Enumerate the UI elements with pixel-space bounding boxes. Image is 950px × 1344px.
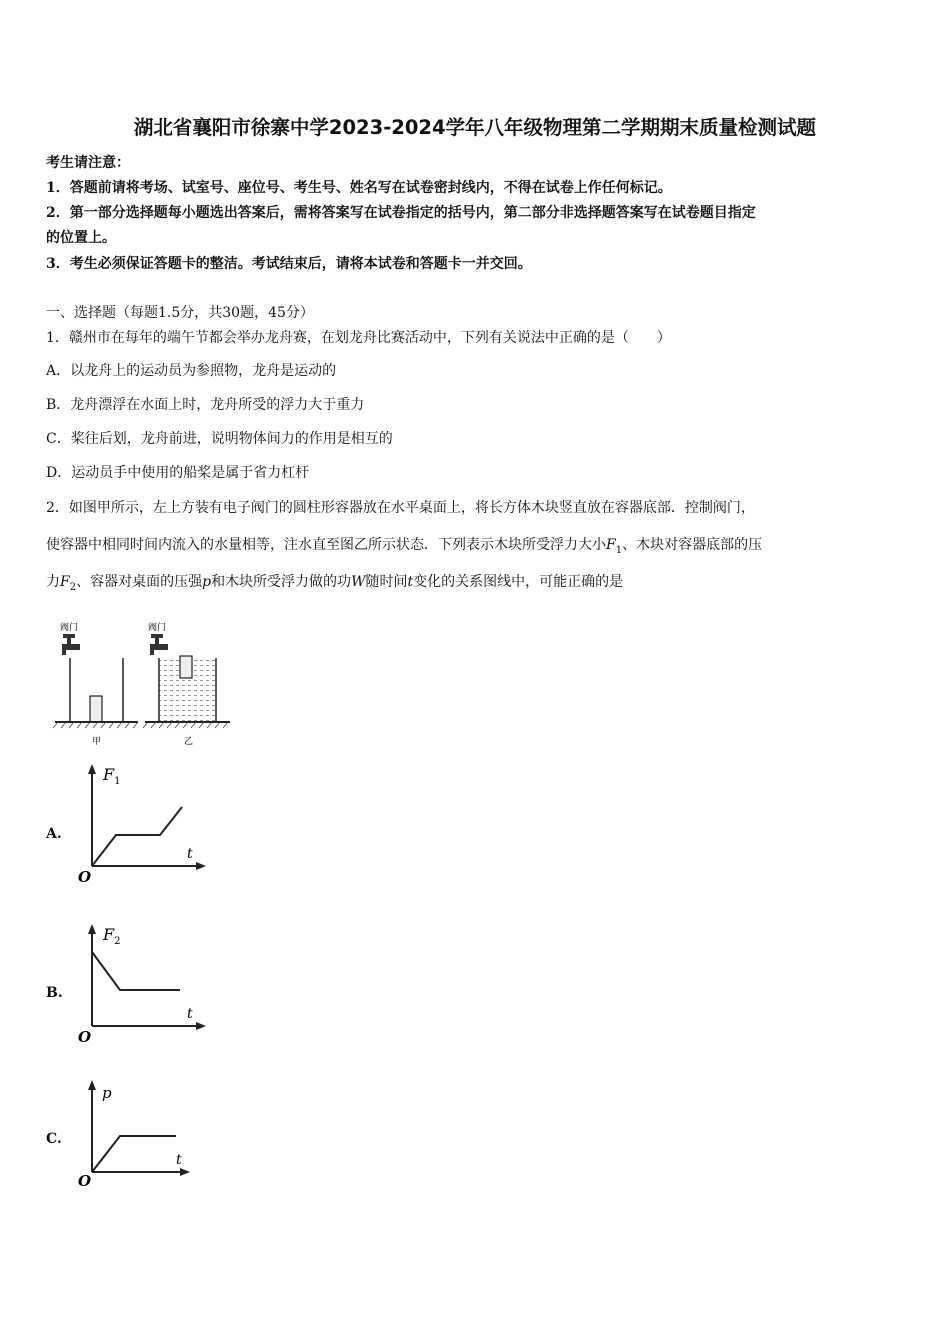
graph-b-curve (92, 952, 180, 990)
notice-item-2-cont: 的位置上。 (46, 230, 116, 246)
notice-item-2: 2．第一部分选择题每小题选出答案后，需将答案写在试卷指定的括号内，第二部分非选择题答案写在试卷题目指定 (46, 205, 756, 221)
graph-b-xlabel: t (187, 1006, 193, 1022)
question-2-line-3: 力$F_2$、容器对桌面的压强p和木块所受浮力做的功W随时间t变化的关系图线中，可能正确的是 (46, 574, 624, 593)
graph-b-ylabel: $F_2$ (103, 925, 121, 947)
wood-block-right (180, 656, 192, 678)
graph-a-curve (92, 807, 182, 866)
question-1-option-a: A．以龙舟上的运动员为参照物，龙舟是运动的 (46, 363, 337, 379)
graph-a-origin: O (78, 868, 92, 886)
valve-left-icon (62, 634, 80, 655)
notice-heading: 考生请注意： (46, 155, 130, 171)
option-b-label: B. (46, 985, 63, 1001)
graph-c-ylabel: p (102, 1084, 112, 1102)
graph-c-xlabel: t (176, 1152, 182, 1168)
question-1-option-c: C．桨往后划，龙舟前进，说明物体间力的作用是相互的 (46, 431, 393, 447)
question-2-line-1: 2．如图甲所示，左上方装有电子阀门的圆柱形容器放在水平桌面上，将长方体木块竖直放在容器底部．控制阀门， (46, 500, 755, 516)
valve-label-right: 阀门 (148, 623, 167, 633)
figure-yi (143, 621, 230, 747)
graph-a-xlabel: t (187, 846, 193, 862)
wood-block-left (90, 696, 102, 722)
valve-right-icon (150, 634, 168, 655)
section-heading: 一、选择题（每题1.5分，共30题，45分） (46, 305, 314, 321)
caption-jia: 甲 (92, 737, 102, 747)
symbol-w: W (351, 574, 366, 590)
notice-item-3: 3．考生必须保证答题卡的整洁。考试结束后，请将本试卷和答题卡一并交回。 (46, 256, 532, 272)
option-a-label: A. (46, 826, 62, 842)
graph-c-origin: O (78, 1172, 92, 1190)
symbol-t: t (407, 574, 414, 590)
symbol-f2: F (60, 574, 70, 590)
question-1-option-b: B．龙舟漂浮在水面上时，龙舟所受的浮力大于重力 (46, 397, 365, 413)
page-title: 湖北省襄阳市徐寨中学2023-2024学年八年级物理第二学期期末质量检测试题 (133, 116, 817, 139)
question-1-option-d: D．运动员手中使用的船桨是属于省力杠杆 (46, 465, 310, 481)
symbol-p: p (202, 574, 212, 590)
graph-c-curve (92, 1136, 176, 1172)
figure-jia (53, 621, 138, 747)
option-c-label: C. (46, 1131, 62, 1147)
caption-yi: 乙 (184, 737, 194, 747)
graph-b-origin: O (78, 1028, 92, 1046)
graph-a (72, 760, 212, 886)
container-figure (50, 618, 240, 748)
question-1-stem: 1．赣州市在每年的端午节都会举办龙舟赛，在划龙舟比赛活动中，下列有关说法中正确的是（ ） (46, 330, 671, 346)
graph-a-ylabel: $F_1$ (103, 765, 121, 787)
question-2-line-2: 使容器中相同时间内流入的水量相等，注水直至图乙所示状态．下列表示木块所受浮力大小$F_1$、木块对容器底部的压 (46, 537, 763, 556)
graph-c (72, 1072, 212, 1192)
notice-item-1: 1．答题前请将考场、试室号、座位号、考生号、姓名写在试卷密封线内，不得在试卷上作任何标记。 (46, 180, 672, 196)
graph-b (72, 920, 212, 1046)
valve-label-left: 阀门 (60, 623, 79, 633)
symbol-f1: F (606, 537, 616, 553)
